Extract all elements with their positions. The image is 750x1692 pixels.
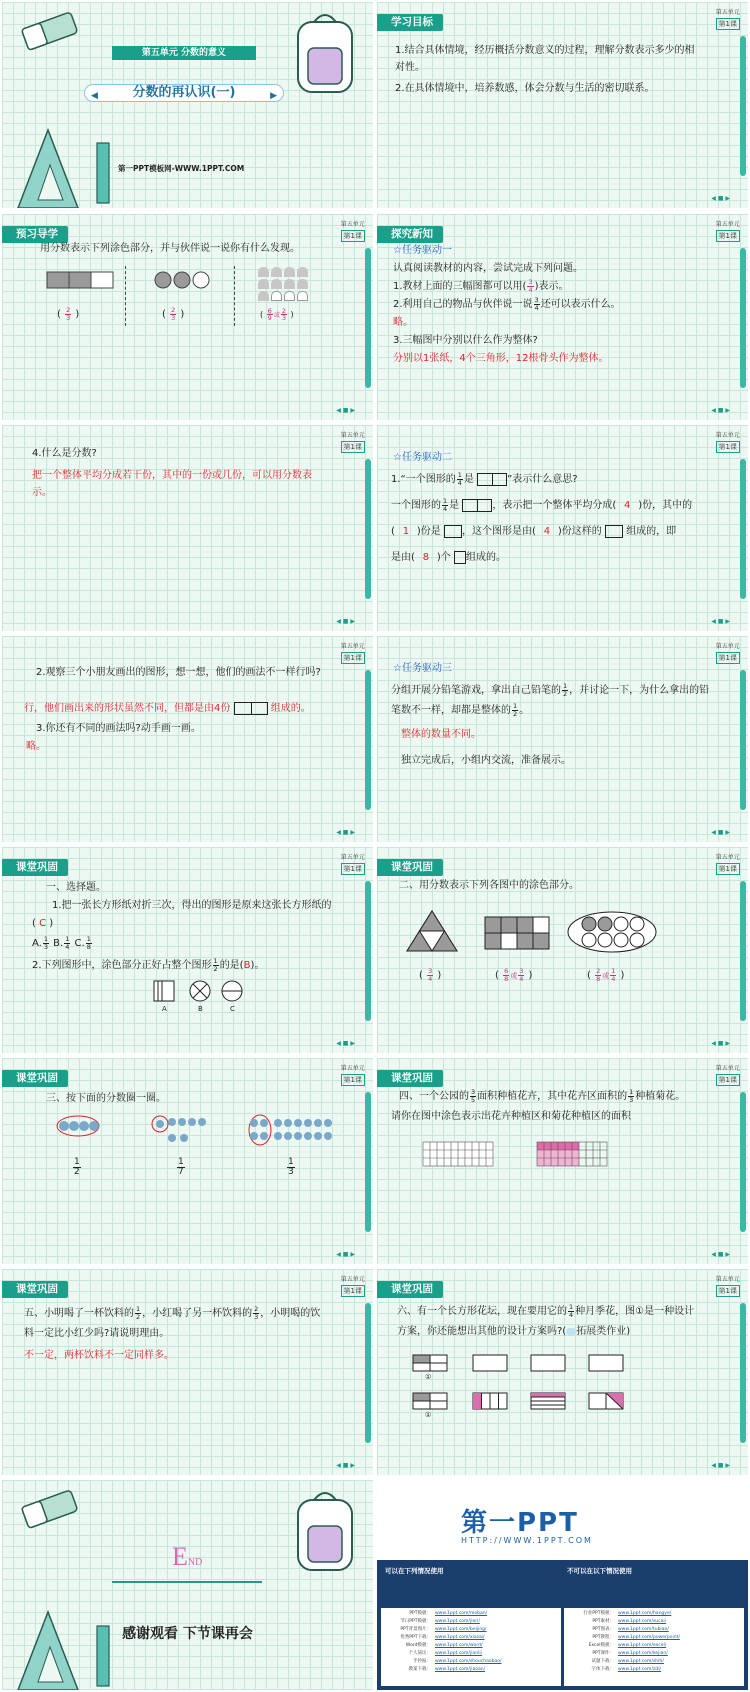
unit-name: 第五单元 (715, 432, 740, 439)
unit-label (716, 8, 740, 30)
unit-name: 第五单元 (715, 1065, 740, 1072)
pencil-icon (740, 248, 746, 388)
task-text-1: 分组开展分铅笔游戏，拿出自己铅笔的 $\frac{1}{2}$ ，并讨论一下，为什么拿出的铅 (391, 682, 710, 698)
question-text: 四、一个公园的 $\frac{3}{5}$ 面积种植花卉，其中花卉区面积的 $\frac{1}{3}$ 种植菊花。 (399, 1088, 686, 1104)
link-item[interactable]: PPT图表： www.1ppt.com/tubiao/ (592, 1627, 669, 1632)
end-letter: E (172, 1542, 188, 1571)
unit-name: 第五单元 (340, 1065, 365, 1072)
slide-practice-4[interactable] (377, 1058, 748, 1264)
question-2: 2.下列图形中，涂色部分正好占整个图形 $\frac{1}{2}$ 的是(B)。 (32, 957, 265, 973)
label-b: B (198, 1005, 203, 1013)
unit-label (341, 1064, 365, 1086)
unit-label (341, 1275, 365, 1297)
link-item[interactable]: PPT课件： www.1ppt.com/kejian/ (592, 1651, 668, 1656)
lesson-number: 第1课 (341, 863, 365, 875)
pager[interactable]: ◀ ■ ▶ (336, 829, 355, 836)
question-2: 2.利用自己的物品与伙伴说一说 $\frac{3}{4}$ 还可以表示什么。 (393, 296, 621, 312)
pencil-icon (740, 36, 746, 176)
link-item[interactable]: 行业PPT模板： www.1ppt.com/hangye/ (583, 1611, 672, 1616)
section-tag: 预习导学 (2, 226, 68, 243)
pager[interactable]: ◀ ■ ▶ (711, 1040, 730, 1047)
question-2: 2.观察三个小朋友画出的图形，想一想，他们的画法不一样行吗? (36, 667, 321, 678)
slide-what-is-fraction[interactable] (2, 425, 373, 631)
pager[interactable]: ◀ ■ ▶ (711, 1251, 730, 1258)
cups-figure (248, 1114, 338, 1148)
goal-2: 2.在具体情境中，培养数感，体会分数与生活的密切联系。 (395, 83, 655, 94)
unit-name: 第五单元 (715, 9, 740, 16)
question-1: 1.把一张长方形纸对折三次，得出的图形是原来这张长方形纸的 (52, 900, 332, 911)
answer-omit: 略。 (26, 741, 46, 752)
section-tag: 学习目标 (377, 14, 443, 31)
answer-2: ( $\frac{2}{3}$ ) (162, 306, 185, 322)
unit-name: 第五单元 (340, 643, 365, 650)
goal-1: 1.结合具体情境，经历概括分数意义的过程，理解分数表示多少的相对性。 (395, 45, 695, 73)
pencil-icon (365, 248, 371, 388)
question-1: 1.教材上面的三幅图都可以用( $\frac{3}{4}$ )表示。 (393, 278, 569, 294)
ppt-url[interactable]: HTTP://WWW.1PPT.COM (461, 1536, 593, 1545)
question-4: 4.什么是分数? (32, 448, 97, 459)
section-tag: 探究新知 (377, 226, 443, 243)
eraser-icon (20, 1490, 80, 1530)
triangle-figure (407, 911, 457, 951)
definition-answer: 把一个整体平均分成若干份，其中的一份或几份，可以用分数表示。 (32, 470, 312, 498)
lesson-number: 第1课 (716, 652, 740, 664)
blank-grid (423, 1142, 493, 1166)
slide-1ppt-info[interactable] (377, 1480, 748, 1690)
cloud-icon (566, 1328, 576, 1335)
link-item[interactable]: PPT教程： www.1ppt.com/powerpoint/ (592, 1635, 680, 1640)
ppt-logo: 第一PPT (461, 1508, 579, 1538)
grid-figure (485, 917, 549, 949)
unit-name: 第五单元 (715, 221, 740, 228)
slide-observe[interactable] (2, 636, 373, 842)
shaded-circles-figure (154, 271, 224, 291)
link-item[interactable]: PPT素材： www.1ppt.com/sucai/ (592, 1619, 667, 1624)
unit-name: 第五单元 (340, 1276, 365, 1283)
exercise-heading: 一、选择题。 (46, 882, 106, 893)
section-tag: 课堂巩固 (2, 1281, 68, 1298)
task-heading: ☆任务驱动二 (393, 452, 452, 463)
question-line-2: 料一定比小红少吗?请说明理由。 (24, 1328, 170, 1339)
link-item[interactable]: 教案下载： www.1ppt.com/jiaoan/ (408, 1667, 486, 1672)
question-3: 3.三幅图中分别以什么作为整体? (393, 335, 538, 346)
answer-omit: 略。 (393, 317, 413, 328)
slide-end[interactable] (2, 1480, 373, 1690)
slide-task-3[interactable] (377, 636, 748, 842)
disallowed-heading: 不可以在以下情况使用 (567, 1567, 632, 1575)
option-figures (154, 979, 254, 1009)
answer-3: ( $\frac{2}{8}$ 或 $\frac{1}{4}$ ) (587, 967, 625, 983)
ppt-header (377, 1480, 748, 1560)
pager[interactable]: ◀ ■ ▶ (711, 407, 730, 414)
ppt-info-panel (377, 1560, 748, 1690)
answer-1: ( $\frac{2}{3}$ ) (57, 306, 80, 322)
unit-label (341, 431, 365, 453)
question-line-1: 六、有一个长方形花坛，现在要用它的 $\frac{1}{4}$ 种月季花，图①是一种设计 (397, 1303, 695, 1319)
task-heading: ☆任务驱动一 (393, 245, 452, 256)
answer: 行，他们画出来的形状虽然不同，但都是由4份 组成的。 (24, 703, 311, 714)
question-line-2: 一个图形的 $\frac{1}{4}$ 是 ，表示把一个整体平均分成( 4 )份，其中的 (391, 497, 693, 513)
lesson-number: 第1课 (341, 230, 365, 242)
answer: 不一定，两杯饮料不一定同样多。 (24, 1350, 174, 1361)
design-mark-1: ① (425, 1373, 432, 1381)
section-tag: 课堂巩固 (377, 1281, 443, 1298)
design-rectangles-shaded (413, 1393, 653, 1411)
ruler-triangle-icon (8, 120, 98, 208)
end-mark (172, 1542, 202, 1572)
pencil-icon (94, 137, 114, 207)
pencil-icon (740, 1092, 746, 1232)
question-line-4: 是由( 8 )个 组成的。 (391, 552, 506, 563)
link-list-right (564, 1608, 744, 1686)
backpack-icon (290, 1486, 360, 1576)
question-line-1: 1.“一个图形的 $\frac{1}{4}$ 是 ”表示什么意思? (391, 471, 578, 487)
dash-divider (125, 266, 126, 326)
chevron-left-icon[interactable]: ◀ (91, 91, 98, 101)
pager[interactable]: ◀ ■ ▶ (711, 195, 730, 202)
pencil-icon (365, 670, 371, 810)
pager[interactable]: ◀ ■ ▶ (336, 618, 355, 625)
lesson-number: 第1课 (341, 1074, 365, 1086)
lesson-number: 第1课 (341, 441, 365, 453)
unit-label (716, 1275, 740, 1297)
unit-label (341, 220, 365, 242)
umbrellas-figure (152, 1114, 212, 1154)
lesson-number: 第1课 (716, 230, 740, 242)
pencil-icon (740, 1303, 746, 1443)
bags-figure (56, 1114, 100, 1138)
lesson-title-text: 分数的再认识(一) (132, 85, 236, 100)
pager[interactable]: ◀ ■ ▶ (711, 618, 730, 625)
link-item[interactable]: 手抄报： www.1ppt.com/shouchaobao/ (413, 1659, 502, 1664)
site-credit: 第一PPT模板网-WWW.1PPT.COM (118, 164, 245, 173)
unit-label (341, 853, 365, 875)
unit-label (716, 642, 740, 664)
question-line-3: ( 1 )份是 ，这个图形是由( 4 )份这样的 组成的，即 (391, 526, 677, 537)
pager[interactable]: ◀ ■ ▶ (711, 1462, 730, 1469)
fraction-2: $\frac{1}{7}$ (178, 1157, 184, 1177)
question-line-1: 五、小明喝了一杯饮料的 $\frac{1}{2}$ ，小红喝了另一杯饮料的 $\frac{2}{3}$ ，小明喝的饮 (24, 1305, 321, 1321)
question-3: 3.你还有不同的画法吗?动手画一画。 (36, 723, 201, 734)
unit-label (716, 431, 740, 453)
pencil-icon (740, 881, 746, 1021)
slide-practice-1[interactable] (2, 847, 373, 1053)
label-c: C (230, 1005, 235, 1013)
pager[interactable]: ◀ ■ ▶ (711, 829, 730, 836)
link-item[interactable]: 字体下载： www.1ppt.com/ziti/ (591, 1667, 662, 1672)
lesson-title (84, 84, 284, 102)
pencil-icon (365, 881, 371, 1021)
options: A. $\frac{1}{3}$ B. $\frac{1}{4}$ C. $\frac{1}{8}$ (32, 935, 91, 951)
hearts-figure (257, 266, 313, 302)
section-tag: 课堂巩固 (377, 1070, 443, 1087)
slide-explore-1[interactable] (377, 214, 748, 420)
unit-label (716, 1064, 740, 1086)
link-item[interactable]: Word模板： www.1ppt.com/word/ (405, 1643, 483, 1648)
task-heading: ☆任务驱动三 (393, 663, 452, 674)
allowed-heading: 可以在下列情况使用 (385, 1567, 444, 1575)
answer-1: ( C ) (32, 918, 54, 929)
pencil-icon (740, 459, 746, 599)
lesson-number: 第1课 (716, 18, 740, 30)
label-a: A (162, 1005, 167, 1013)
lesson-number: 第1课 (341, 652, 365, 664)
intro-text: 用分数表示下列涂色部分，并与伙伴说一说你有什么发现。 (40, 243, 300, 254)
ruler-triangle-icon (8, 1602, 98, 1690)
shaded-grid (537, 1142, 607, 1166)
dash-divider (234, 266, 235, 326)
thanks-text: 感谢观看 下节课再会 (122, 1626, 253, 1642)
pencil-icon (365, 1092, 371, 1232)
pencil-icon (365, 1303, 371, 1443)
unit-label (716, 853, 740, 875)
section-tag: 课堂巩固 (377, 859, 443, 876)
lesson-number: 第1课 (716, 1074, 740, 1086)
question-line-2: 方案，你还能想出其他的设计方案吗?( 拓展类作业) (397, 1326, 631, 1337)
slide-task-2[interactable] (377, 425, 748, 631)
slide-cover[interactable] (2, 2, 373, 208)
link-item[interactable]: 试题下载： www.1ppt.com/shiti/ (591, 1659, 664, 1664)
design-mark-2: ① (425, 1411, 432, 1419)
pager[interactable]: ◀ ■ ▶ (336, 407, 355, 414)
slide-practice-2[interactable] (377, 847, 748, 1053)
link-item[interactable]: Excel模板： www.1ppt.com/excel/ (588, 1643, 667, 1648)
answer-1: ( $\frac{3}{4}$ ) (419, 967, 442, 983)
link-item[interactable]: 个人简历： www.1ppt.com/jianli/ (408, 1651, 483, 1656)
chevron-right-icon[interactable]: ▶ (270, 91, 277, 101)
section-tag: 课堂巩固 (2, 1070, 68, 1087)
design-rectangles-blank (413, 1355, 653, 1373)
link-item[interactable]: PPT模板： www.1ppt.com/moban/ (409, 1611, 488, 1616)
shaded-rectangle-figure (47, 272, 127, 292)
slide-practice-5[interactable] (2, 1269, 373, 1475)
unit-label (716, 220, 740, 242)
unit-name: 第五单元 (715, 1276, 740, 1283)
slide-preview[interactable] (2, 214, 373, 420)
unit-name: 第五单元 (340, 854, 365, 861)
task-instruction: 独立完成后，小组内交流，准备展示。 (401, 755, 571, 766)
unit-label (341, 642, 365, 664)
answer-3: ( $\frac{6}{9}$ 或 $\frac{2}{3}$ ) (260, 306, 294, 322)
link-item[interactable]: 优秀PPT下载： www.1ppt.com/xiazai/ (400, 1635, 485, 1640)
slide-practice-6[interactable] (377, 1269, 748, 1475)
answer-2: ( $\frac{6}{8}$ 或 $\frac{3}{4}$ ) (495, 967, 533, 983)
end-suffix: ND (187, 1557, 203, 1568)
question-instruction: 请你在图中涂色表示出花卉种植区和菊花种植区的面积 (391, 1111, 631, 1122)
fraction-3: $\frac{1}{3}$ (288, 1157, 294, 1177)
pager[interactable]: ◀ ■ ▶ (336, 1251, 355, 1258)
lesson-number: 第1课 (716, 1285, 740, 1297)
unit-name: 第五单元 (715, 854, 740, 861)
fraction-1: $\frac{1}{2}$ (74, 1157, 80, 1177)
lesson-number: 第1课 (716, 863, 740, 875)
unit-name: 第五单元 (340, 432, 365, 439)
link-item[interactable]: PPT背景图片： www.1ppt.com/beijing/ (400, 1627, 487, 1632)
pager[interactable]: ◀ ■ ▶ (336, 1040, 355, 1047)
task-text-2: 笔数不一样，却都是整体的 $\frac{1}{2}$ 。 (391, 702, 530, 718)
instruction: 认真阅读教材的内容，尝试完成下列问题。 (393, 263, 583, 274)
eraser-icon (20, 12, 80, 52)
lesson-number: 第1课 (716, 441, 740, 453)
pencil-icon (365, 459, 371, 599)
answer-3: 分别以1张纸，4个三角形，12根骨头作为整体。 (393, 353, 609, 364)
slide-practice-3[interactable] (2, 1058, 373, 1264)
exercise-heading: 二、用分数表示下列各图中的涂色部分。 (399, 880, 579, 891)
backpack-icon (290, 8, 360, 98)
unit-name: 第五单元 (340, 221, 365, 228)
lesson-number: 第1课 (341, 1285, 365, 1297)
answer: 整体的数量不同。 (401, 729, 481, 740)
link-item[interactable]: 节日PPT模板： www.1ppt.com/jieri/ (400, 1619, 480, 1624)
slide-learning-goals[interactable] (377, 2, 748, 208)
end-underline (112, 1581, 262, 1583)
pager[interactable]: ◀ ■ ▶ (336, 1462, 355, 1469)
link-list-left (381, 1608, 561, 1686)
unit-banner: 第五单元 分数的意义 (112, 46, 256, 60)
pencil-icon (740, 670, 746, 810)
unit-name: 第五单元 (715, 643, 740, 650)
section-tag: 课堂巩固 (2, 859, 68, 876)
oval-figure (567, 911, 657, 953)
exercise-heading: 三、按下面的分数圈一圈。 (46, 1093, 166, 1104)
